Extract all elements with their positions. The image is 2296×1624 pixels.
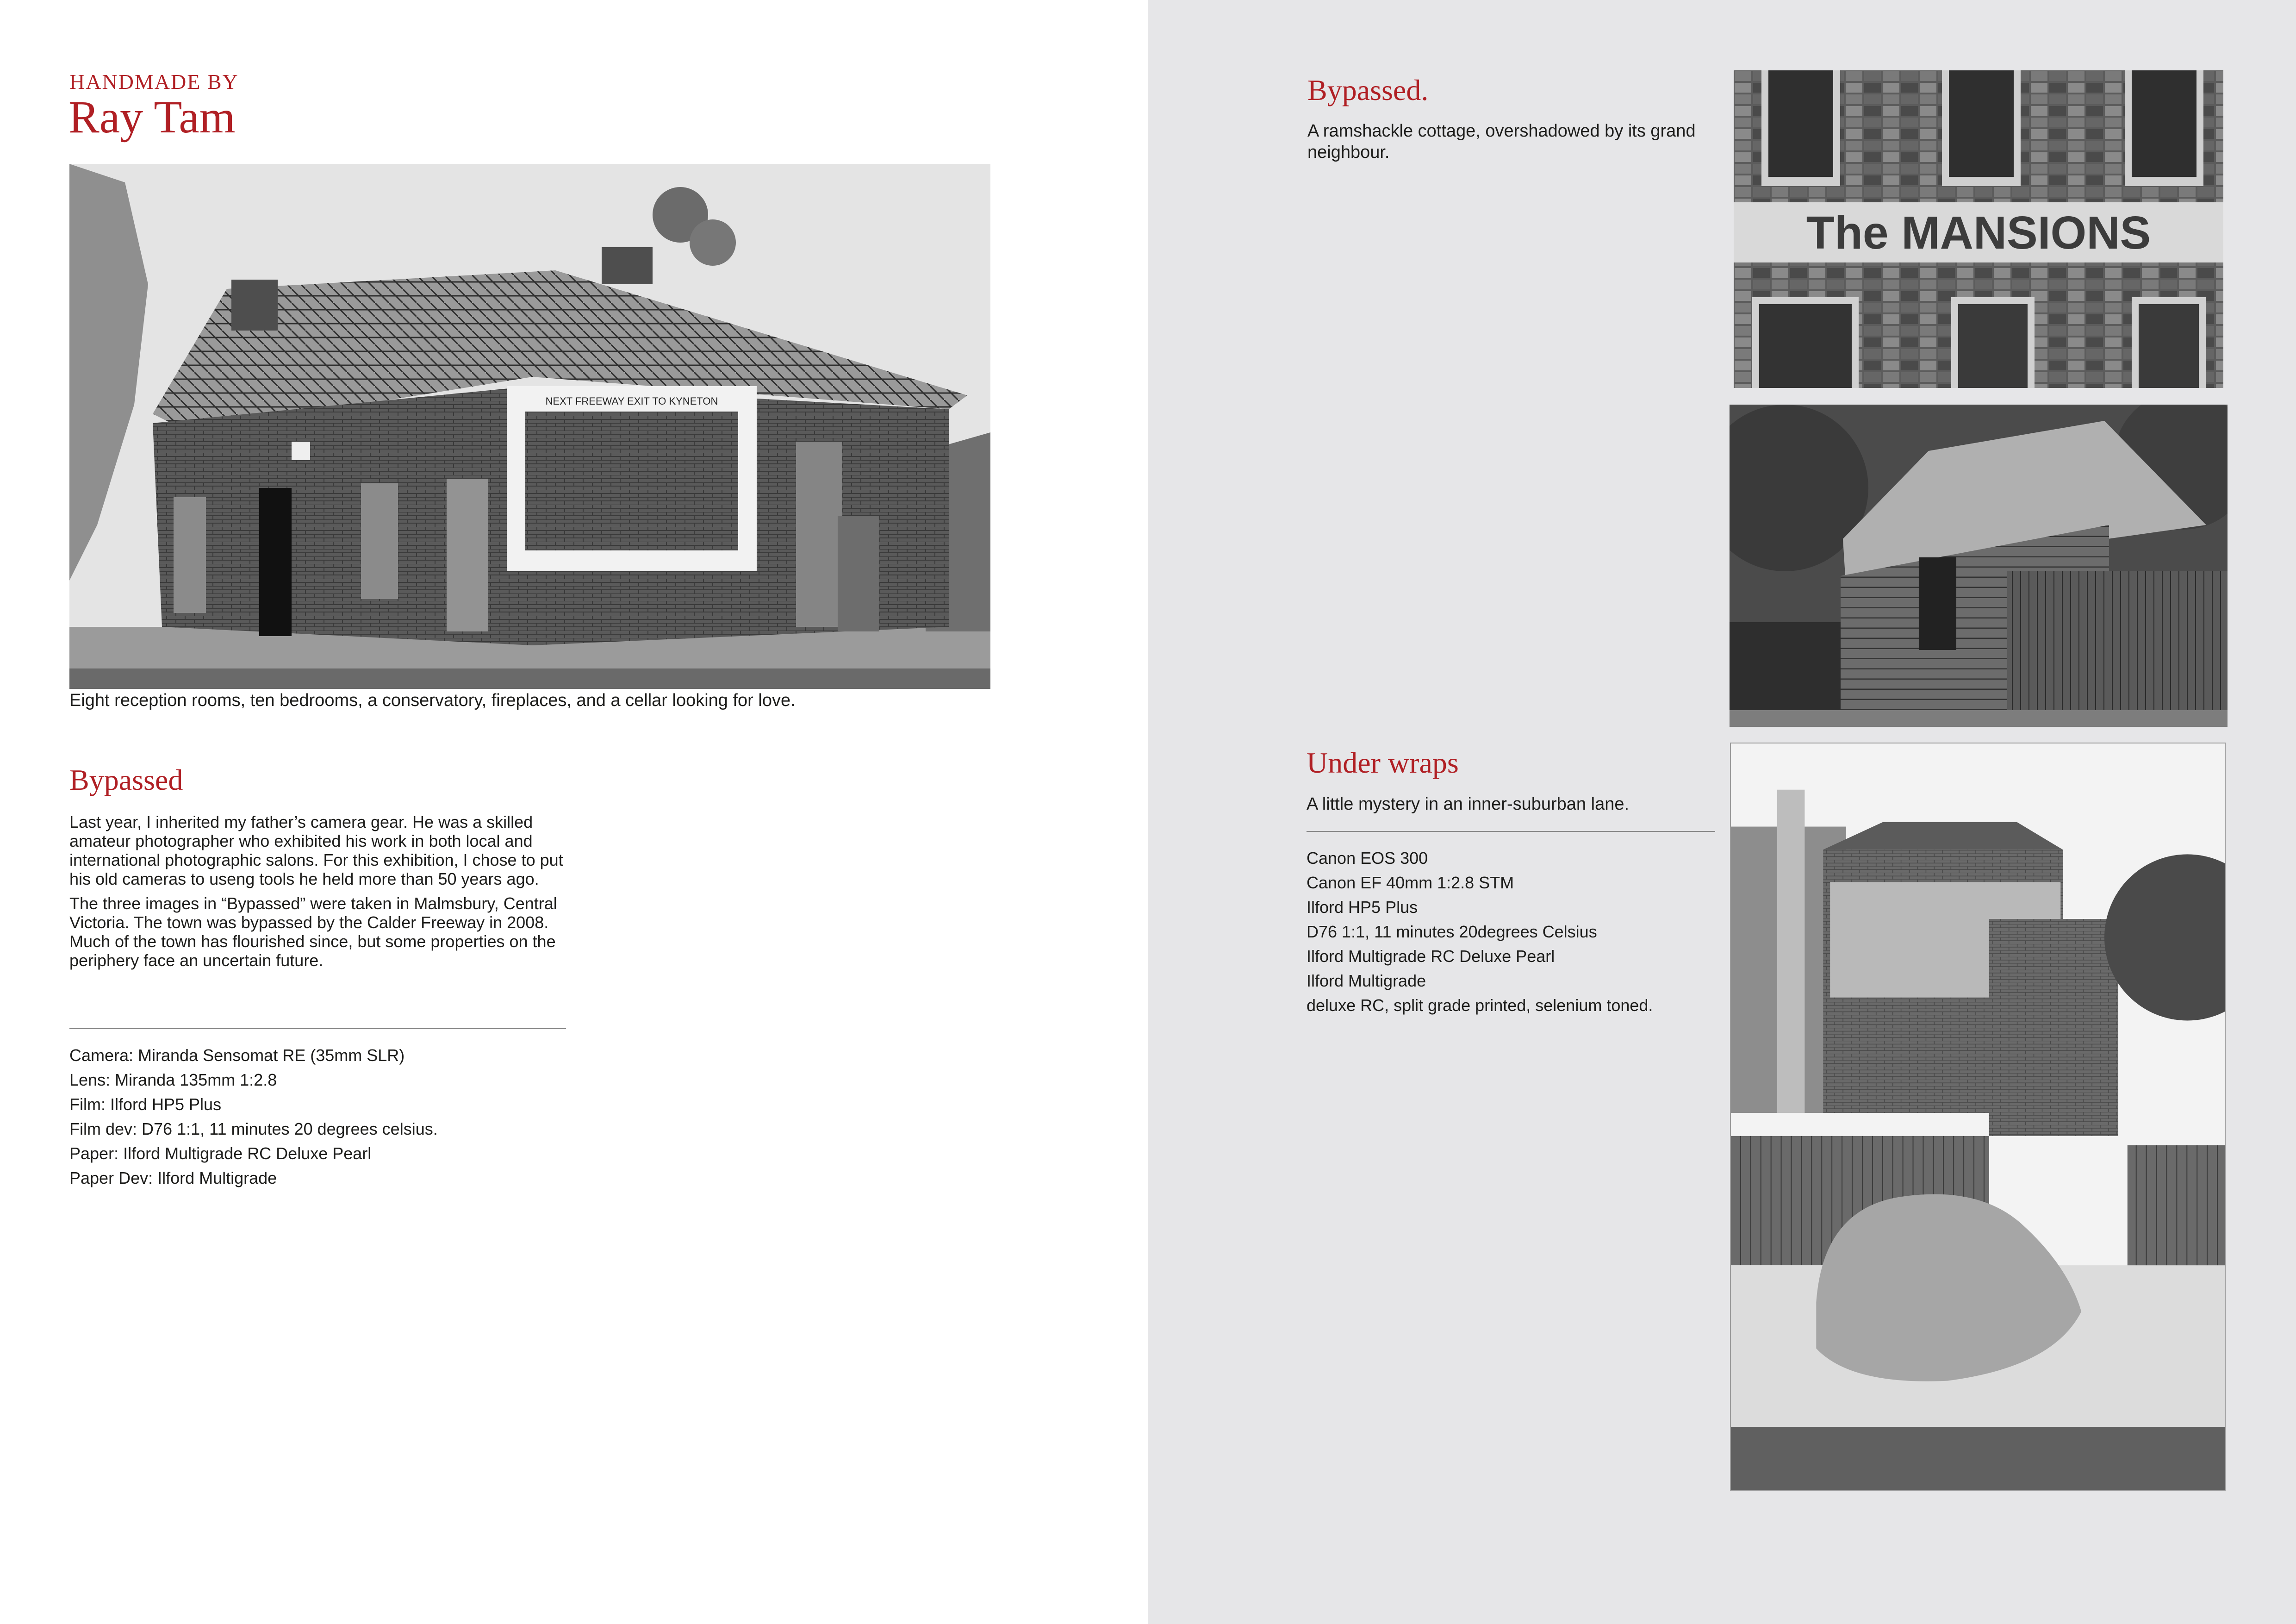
freeway-sign-text: NEXT FREEWAY EXIT TO KYNETON bbox=[545, 395, 718, 407]
equipment-list bbox=[69, 1043, 438, 1190]
intro-paragraph-1: Last year, I inherited my father’s camera gear. He was a skilled amateur photographer who exhibited his work in both local and international photographic salons. For this exhibition, I chose to put his old cameras to useng tools he held more than 50 years ago. bbox=[69, 812, 563, 888]
spec-item: D76 1:1, 11 minutes 20degrees Celsius bbox=[1307, 922, 1597, 941]
photo-caption: Eight reception rooms, ten bedrooms, a conservatory, fireplaces, and a cellar looking for love. bbox=[69, 691, 796, 710]
artist-name: Ray Tam bbox=[68, 91, 236, 143]
spec-item: deluxe RC, split grade printed, selenium toned. bbox=[1307, 996, 1653, 1015]
section-title: Bypassed bbox=[69, 763, 183, 796]
mansions-sign-text: The MANSIONS bbox=[1806, 207, 2151, 259]
mansions-photo bbox=[1734, 70, 2223, 388]
under-wraps-title: Under wraps bbox=[1307, 746, 1459, 779]
under-wraps-description: A little mystery in an inner-suburban lane. bbox=[1307, 794, 1630, 814]
covered-car-photo bbox=[1730, 743, 2226, 1491]
bypassed-title: Bypassed. bbox=[1307, 74, 1429, 106]
spec-item: Paper Dev: Ilford Multigrade bbox=[69, 1168, 277, 1187]
divider bbox=[69, 1028, 566, 1029]
spec-item: Camera: Miranda Sensomat RE (35mm SLR) bbox=[69, 1046, 405, 1065]
spec-item: Canon EF 40mm 1:2.8 STM bbox=[1307, 873, 1514, 892]
right-page bbox=[1148, 0, 2296, 1624]
intro-paragraph-2: The three images in “Bypassed” were taken in Malmsbury, Central Victoria. The town was bypassed by the Calder Freeway in 2008. Much of the town has flourished since, but some properties on the periphery face an uncertain future. bbox=[69, 894, 557, 970]
spec-item: Film: Ilford HP5 Plus bbox=[69, 1095, 222, 1114]
intro-text bbox=[69, 812, 567, 975]
spec-item: Ilford Multigrade bbox=[1307, 971, 1426, 990]
cottage-photo bbox=[69, 164, 990, 689]
spec-item: Paper: Ilford Multigrade RC Deluxe Pearl bbox=[69, 1144, 372, 1163]
spec-item: Lens: Miranda 135mm 1:2.8 bbox=[69, 1070, 277, 1089]
spec-item: Film dev: D76 1:1, 11 minutes 20 degrees celsius. bbox=[69, 1119, 438, 1138]
equipment-list bbox=[1307, 846, 1653, 1018]
spec-item: Canon EOS 300 bbox=[1307, 849, 1428, 868]
divider bbox=[1307, 831, 1715, 832]
bypassed-description: A ramshackle cottage, overshadowed by its grand neighbour. bbox=[1307, 121, 1696, 162]
shed-photo bbox=[1730, 405, 2228, 727]
handmade-by-label: HANDMADE BY bbox=[69, 70, 239, 94]
spec-item: Ilford HP5 Plus bbox=[1307, 898, 1418, 917]
spec-item: Ilford Multigrade RC Deluxe Pearl bbox=[1307, 947, 1555, 966]
